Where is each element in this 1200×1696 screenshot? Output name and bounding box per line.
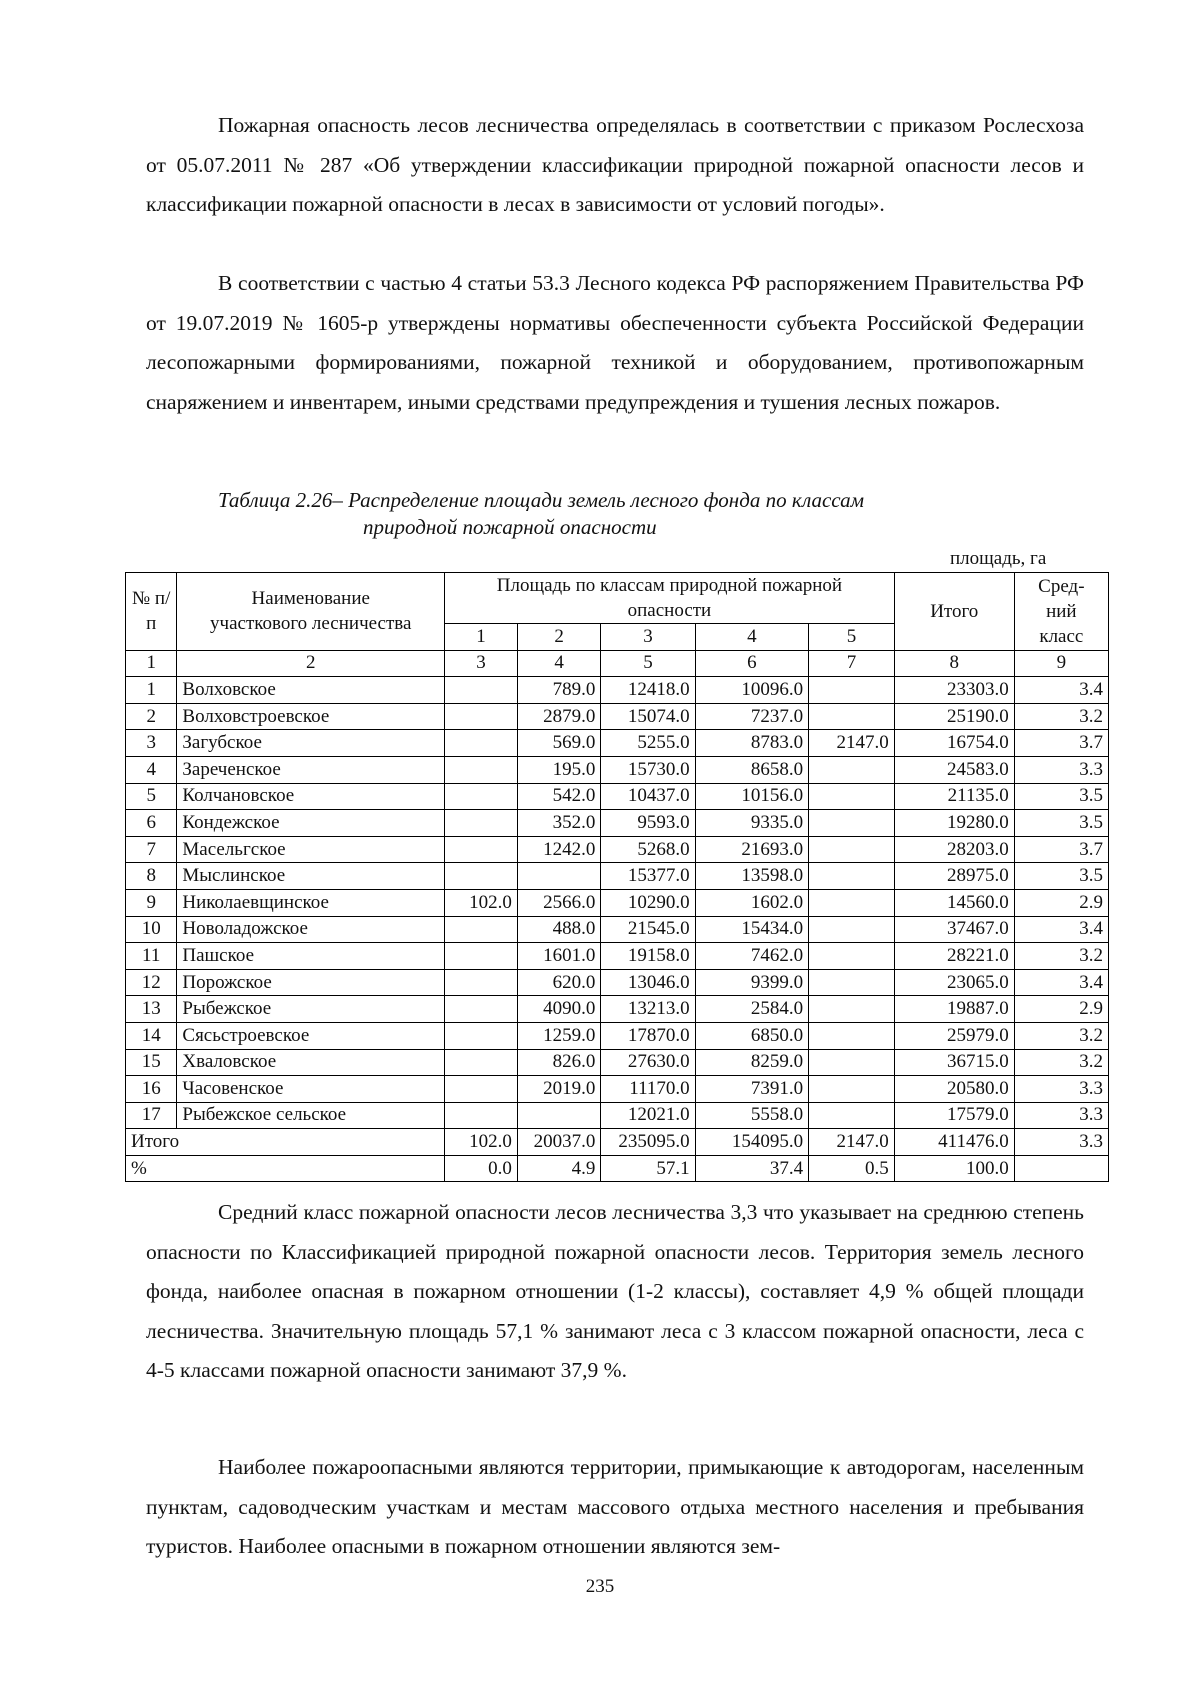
colnum: 5 (601, 650, 695, 677)
cell-c2: 2879.0 (517, 703, 601, 730)
table-caption-line-2: природной пожарной опасности (363, 515, 657, 539)
cell-total: 28203.0 (894, 836, 1014, 863)
cell-c1 (445, 756, 518, 783)
cell-n: 17 (126, 1102, 177, 1129)
cell-avg: 3.5 (1014, 863, 1108, 890)
cell-c1 (445, 703, 518, 730)
table-row (126, 783, 1109, 810)
cell-c4: 8658.0 (695, 756, 809, 783)
cell-avg: 3.2 (1014, 1049, 1108, 1076)
colnum: 3 (445, 650, 518, 677)
cell-c5 (809, 677, 895, 704)
cell-c5 (809, 863, 895, 890)
cell-c2: 2019.0 (517, 1076, 601, 1103)
table-row (126, 889, 1109, 916)
cell-c3: 13213.0 (601, 996, 695, 1023)
cell-c1: 102.0 (445, 889, 518, 916)
cell-c4: 1602.0 (695, 889, 809, 916)
cell-c1 (445, 1076, 518, 1103)
cell-c2: 1601.0 (517, 943, 601, 970)
cell-n: 4 (126, 756, 177, 783)
cell-c3: 5255.0 (601, 730, 695, 757)
cell-avg: 3.4 (1014, 677, 1108, 704)
cell-name: Сясьстроевское (177, 1022, 445, 1049)
cell-c4: 7462.0 (695, 943, 809, 970)
cell-total: 21135.0 (894, 783, 1014, 810)
cell-n: 8 (126, 863, 177, 890)
cell-c2: 20037.0 (517, 1129, 601, 1156)
header-avg-class: Сред- ний класс (1014, 573, 1108, 651)
cell-c1 (445, 863, 518, 890)
cell-c2: 488.0 (517, 916, 601, 943)
cell-avg: 3.4 (1014, 916, 1108, 943)
table-row (126, 1049, 1109, 1076)
cell-c5 (809, 756, 895, 783)
cell-c3: 13046.0 (601, 969, 695, 996)
cell-c2: 4090.0 (517, 996, 601, 1023)
cell-c2: 620.0 (517, 969, 601, 996)
cell-total: 25190.0 (894, 703, 1014, 730)
cell-total: 28221.0 (894, 943, 1014, 970)
cell-total: 20580.0 (894, 1076, 1014, 1103)
cell-n: 6 (126, 810, 177, 837)
total-row-label: Итого (126, 1129, 445, 1156)
cell-c5 (809, 1076, 895, 1103)
cell-c3: 5268.0 (601, 836, 695, 863)
cell-total: 23065.0 (894, 969, 1014, 996)
cell-total: 25979.0 (894, 1022, 1014, 1049)
cell-total: 17579.0 (894, 1102, 1014, 1129)
colnum: 8 (894, 650, 1014, 677)
colnum: 1 (126, 650, 177, 677)
cell-name: Загубское (177, 730, 445, 757)
cell-n: 3 (126, 730, 177, 757)
cell-avg: 2.9 (1014, 889, 1108, 916)
cell-n: 14 (126, 1022, 177, 1049)
cell-c2: 789.0 (517, 677, 601, 704)
header-num: № п/п (126, 573, 177, 651)
cell-name: Рыбежское сельское (177, 1102, 445, 1129)
cell-c5 (809, 943, 895, 970)
cell-c1 (445, 916, 518, 943)
table-caption-line-1: Таблица 2.26– Распределение площади земель лесного фонда по классам (218, 488, 864, 512)
table-unit-label: площадь, га (950, 548, 1047, 569)
cell-c3: 57.1 (601, 1155, 695, 1182)
table-row (126, 1022, 1109, 1049)
column-number-row (126, 650, 1109, 677)
cell-name: Пашское (177, 943, 445, 970)
cell-name: Масельгское (177, 836, 445, 863)
cell-c2: 569.0 (517, 730, 601, 757)
cell-c3: 15074.0 (601, 703, 695, 730)
cell-c5 (809, 836, 895, 863)
cell-c4: 8783.0 (695, 730, 809, 757)
cell-avg: 3.5 (1014, 810, 1108, 837)
cell-total: 100.0 (894, 1155, 1014, 1182)
cell-c4: 21693.0 (695, 836, 809, 863)
cell-name: Рыбежское (177, 996, 445, 1023)
cell-c2: 1242.0 (517, 836, 601, 863)
table-row (126, 916, 1109, 943)
table-row (126, 703, 1109, 730)
percent-row-label: % (126, 1155, 445, 1182)
cell-name: Волховстроевское (177, 703, 445, 730)
cell-c5 (809, 996, 895, 1023)
intro-paragraph-2: В соответствии с частью 4 статьи 53.3 Лесного кодекса РФ распоряжением Правительства РФ от 19.07.2019 № 1605-р утверждены нормативы обеспеченности субъекта Российской Федерации лесопожарными формированиями, пожарной техникой и оборудованием, противопожарным снаряжением и инвентарем, иными средствами предупреждения и тушения лесных пожаров. (146, 271, 1084, 414)
cell-c1: 102.0 (445, 1129, 518, 1156)
cell-c2: 542.0 (517, 783, 601, 810)
cell-total: 23303.0 (894, 677, 1014, 704)
cell-c5 (809, 889, 895, 916)
cell-c3: 10290.0 (601, 889, 695, 916)
cell-name: Волховское (177, 677, 445, 704)
cell-c3: 15730.0 (601, 756, 695, 783)
cell-c5 (809, 783, 895, 810)
percent-row (126, 1155, 1109, 1182)
cell-c4: 5558.0 (695, 1102, 809, 1129)
cell-c4: 15434.0 (695, 916, 809, 943)
fire-hazard-table (125, 572, 1109, 1182)
cell-n: 1 (126, 677, 177, 704)
cell-name: Новоладожское (177, 916, 445, 943)
cell-c4: 13598.0 (695, 863, 809, 890)
cell-name: Хваловское (177, 1049, 445, 1076)
cell-c5 (809, 1102, 895, 1129)
cell-total: 36715.0 (894, 1049, 1014, 1076)
table-row (126, 677, 1109, 704)
table-row (126, 810, 1109, 837)
cell-name: Кондежское (177, 810, 445, 837)
cell-n: 9 (126, 889, 177, 916)
table-row (126, 1076, 1109, 1103)
cell-n: 16 (126, 1076, 177, 1103)
cell-c4: 9335.0 (695, 810, 809, 837)
cell-avg: 3.2 (1014, 943, 1108, 970)
table-row (126, 730, 1109, 757)
cell-c3: 19158.0 (601, 943, 695, 970)
cell-avg: 3.3 (1014, 1076, 1108, 1103)
cell-avg: 2.9 (1014, 996, 1108, 1023)
header-class-2: 2 (517, 624, 601, 651)
header-total: Итого (894, 573, 1014, 651)
cell-c5: 2147.0 (809, 1129, 895, 1156)
cell-c1 (445, 1102, 518, 1129)
table-row (126, 863, 1109, 890)
cell-n: 12 (126, 969, 177, 996)
cell-c4: 10096.0 (695, 677, 809, 704)
cell-c5: 2147.0 (809, 730, 895, 757)
cell-n: 5 (126, 783, 177, 810)
header-class-4: 4 (695, 624, 809, 651)
cell-name: Часовенское (177, 1076, 445, 1103)
table-row (126, 969, 1109, 996)
cell-c3: 21545.0 (601, 916, 695, 943)
cell-total: 19280.0 (894, 810, 1014, 837)
cell-c4: 7391.0 (695, 1076, 809, 1103)
cell-c3: 17870.0 (601, 1022, 695, 1049)
cell-c5 (809, 1049, 895, 1076)
colnum: 4 (517, 650, 601, 677)
cell-c2: 4.9 (517, 1155, 601, 1182)
cell-c4: 9399.0 (695, 969, 809, 996)
outro-paragraph-2: Наиболее пожароопасными являются территории, примыкающие к автодорогам, населенным пунктам, садоводческим участкам и местам массового отдыха местного населения и пребывания туристов. Наиболее опасными в пожарном отношении являются зем- (146, 1455, 1084, 1558)
cell-c4: 10156.0 (695, 783, 809, 810)
cell-total: 24583.0 (894, 756, 1014, 783)
cell-c5: 0.5 (809, 1155, 895, 1182)
cell-n: 11 (126, 943, 177, 970)
cell-avg: 3.4 (1014, 969, 1108, 996)
cell-c3: 10437.0 (601, 783, 695, 810)
colnum: 2 (177, 650, 445, 677)
cell-c2 (517, 863, 601, 890)
cell-c5 (809, 969, 895, 996)
page-number: 235 (585, 1576, 615, 1597)
cell-avg: 3.2 (1014, 703, 1108, 730)
cell-c4: 8259.0 (695, 1049, 809, 1076)
cell-c2: 1259.0 (517, 1022, 601, 1049)
colnum: 6 (695, 650, 809, 677)
cell-c3: 9593.0 (601, 810, 695, 837)
cell-n: 10 (126, 916, 177, 943)
cell-c1 (445, 836, 518, 863)
cell-total: 14560.0 (894, 889, 1014, 916)
cell-name: Николаевщинское (177, 889, 445, 916)
cell-c1 (445, 730, 518, 757)
table-row (126, 1102, 1109, 1129)
cell-name: Мыслинское (177, 863, 445, 890)
cell-avg: 3.3 (1014, 1102, 1108, 1129)
cell-c1 (445, 969, 518, 996)
cell-avg: 3.3 (1014, 756, 1108, 783)
cell-c4: 2584.0 (695, 996, 809, 1023)
cell-name: Зареченское (177, 756, 445, 783)
cell-c2 (517, 1102, 601, 1129)
cell-c1: 0.0 (445, 1155, 518, 1182)
cell-c4: 37.4 (695, 1155, 809, 1182)
outro-paragraph-1: Средний класс пожарной опасности лесов лесничества 3,3 что указывает на среднюю степень опасности по Классификацией природной пожарной опасности лесов. Территория земель лесного фонда, наиболее опасная в пожарном отношении (1-2 классы), составляет 4,9 % общей площади лесничества. Значительную площадь 57,1 % занимают леса с 3 классом пожарной опасности, леса с 4-5 классами пожарной опасности занимают 37,9 %. (146, 1200, 1084, 1382)
cell-c2: 2566.0 (517, 889, 601, 916)
cell-name: Колчановское (177, 783, 445, 810)
cell-c1 (445, 783, 518, 810)
colnum: 9 (1014, 650, 1108, 677)
cell-c4: 6850.0 (695, 1022, 809, 1049)
cell-c3: 27630.0 (601, 1049, 695, 1076)
cell-total: 16754.0 (894, 730, 1014, 757)
header-name: Наименование участкового лесничества (177, 573, 445, 651)
cell-avg: 3.2 (1014, 1022, 1108, 1049)
intro-paragraph-1: Пожарная опасность лесов лесничества определялась в соответствии с приказом Рослесхоза от 05.07.2011 № 287 «Об утверждении классификации природной пожарной опасности лесов и классификации пожарной опасности в лесах в зависимости от условий погоды». (146, 113, 1084, 216)
header-class-group: Площадь по классам природной пожарной опасности (445, 573, 895, 624)
table-row (126, 756, 1109, 783)
cell-c3: 12418.0 (601, 677, 695, 704)
table-row (126, 836, 1109, 863)
cell-c5 (809, 1022, 895, 1049)
cell-c3: 12021.0 (601, 1102, 695, 1129)
cell-total: 28975.0 (894, 863, 1014, 890)
cell-n: 7 (126, 836, 177, 863)
cell-c1 (445, 677, 518, 704)
cell-name: Порожское (177, 969, 445, 996)
colnum: 7 (809, 650, 895, 677)
table-row (126, 943, 1109, 970)
cell-total: 411476.0 (894, 1129, 1014, 1156)
cell-n: 15 (126, 1049, 177, 1076)
cell-c5 (809, 810, 895, 837)
cell-avg (1014, 1155, 1108, 1182)
cell-c5 (809, 916, 895, 943)
header-class-5: 5 (809, 624, 895, 651)
cell-c2: 352.0 (517, 810, 601, 837)
cell-avg: 3.3 (1014, 1129, 1108, 1156)
cell-c2: 826.0 (517, 1049, 601, 1076)
cell-total: 37467.0 (894, 916, 1014, 943)
cell-c5 (809, 703, 895, 730)
cell-avg: 3.5 (1014, 783, 1108, 810)
cell-c2: 195.0 (517, 756, 601, 783)
table-row (126, 996, 1109, 1023)
cell-c3: 11170.0 (601, 1076, 695, 1103)
total-row (126, 1129, 1109, 1156)
cell-c3: 235095.0 (601, 1129, 695, 1156)
cell-n: 2 (126, 703, 177, 730)
cell-total: 19887.0 (894, 996, 1014, 1023)
cell-n: 13 (126, 996, 177, 1023)
cell-avg: 3.7 (1014, 730, 1108, 757)
cell-c4: 154095.0 (695, 1129, 809, 1156)
cell-c1 (445, 810, 518, 837)
cell-c3: 15377.0 (601, 863, 695, 890)
cell-c1 (445, 1049, 518, 1076)
cell-c1 (445, 943, 518, 970)
header-class-3: 3 (601, 624, 695, 651)
cell-avg: 3.7 (1014, 836, 1108, 863)
header-class-1: 1 (445, 624, 518, 651)
cell-c1 (445, 1022, 518, 1049)
cell-c1 (445, 996, 518, 1023)
cell-c4: 7237.0 (695, 703, 809, 730)
